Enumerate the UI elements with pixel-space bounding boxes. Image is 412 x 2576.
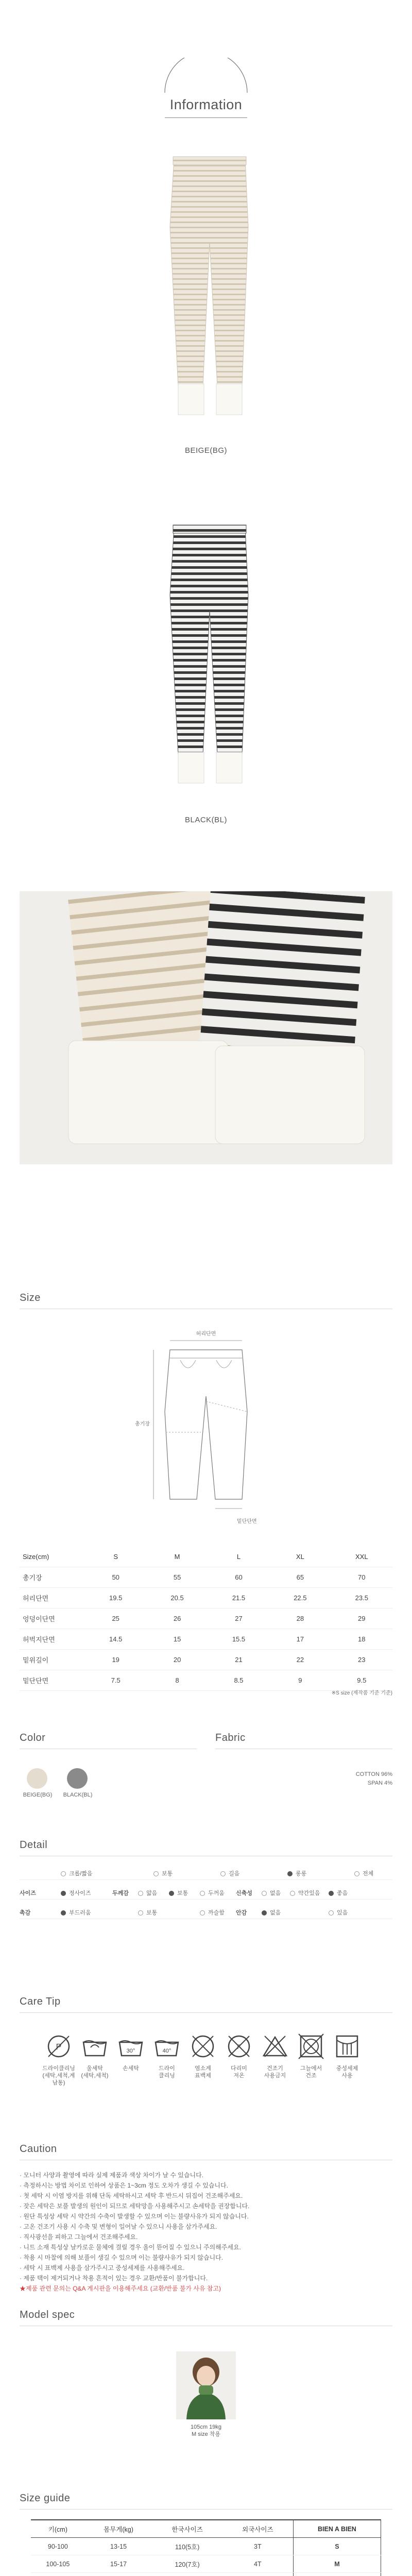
care-label: 드라이클리닝 (세탁,세척,계남통) xyxy=(42,2065,75,2086)
hang-dry-icon xyxy=(297,2032,325,2061)
detail-radio xyxy=(354,1871,359,1876)
fabric-line: COTTON 96% xyxy=(355,1771,392,1777)
dry-clean-icon xyxy=(44,2032,73,2061)
detail-radio-selected xyxy=(262,1910,267,1916)
label-hem: 밑단단면 xyxy=(237,1519,257,1524)
detail-radio-selected xyxy=(61,1910,66,1916)
variant-label-beige: BEIGE(BG) xyxy=(184,446,227,455)
caution-warning: ★제품 관련 문의는 Q&A 게시판을 이용해주세요 (교환/반품 불가 사유 참고) xyxy=(20,2285,221,2292)
detail-section-title: Detail xyxy=(20,1839,48,1851)
color-swatch-black xyxy=(67,1768,88,1789)
table-row: 100-105 15-17 120(7호) 4T M xyxy=(31,2555,381,2573)
wring-icon xyxy=(333,2032,362,2061)
water-30-icon xyxy=(116,2032,145,2061)
fabric-line: SPAN 4% xyxy=(367,1780,392,1786)
svg-text:40°: 40° xyxy=(162,2048,171,2054)
table-row: 허리단면 19.5 20.5 21.5 22.5 23.5 xyxy=(20,1588,392,1608)
size-guide-table xyxy=(31,2519,381,2576)
page-title: Information xyxy=(169,97,243,112)
table-header-row: Size(cm) S M L XL XXL xyxy=(20,1547,392,1567)
label-waist: 허리단면 xyxy=(196,1331,216,1337)
caution-list: · 모니터 사양과 촬영에 따라 실제 제품과 색상 차이가 날 수 있습니다. · 측정하시는 방법 차이로 인하여 상품은 1~3cm 정도 오차가 생길 수 있습니다. · 첫 세탁 시 이염 방지를 위해 단독 세탁하시고 세탁 후 반드시 뒤집어 건조해주세요. · 잦은 세탁은 보풀 발생의 원인이 되므로 세탁망을 사용해주시고 손세탁을 권장합니다. · 원단 특성상 세탁 시 약간의 수축이 발생할 수 있으며 이는 불량사유가 되지 않습니다. · 고온 건조기 사용 시 수축 및 변형이 일어날 수 있으니 사용을 삼가주세요. · 직사광선을 피하고 그늘에서 건조해주세요. · 니트 소재 특성상 날카로운 물체에 걸릴 경우 올이 뜯어질 수 있으니 주의해주세요. · 착용 시 마찰에 의해 보풀이 생길 수 있으며 이는 불량사유가 되지 않습니다. · 세탁 시 표백제 사용을 삼가주시고 중성세제를 사용해주세요. · 제품 택이 제거되거나 착용 흔적이 있는 경우 교환/반품이 불가합니다. ★제품 관련 문의는 Q&A 게시판을 이용해주세요 (교환/반품 불가 사유 참고) xyxy=(20,2170,392,2294)
caution-section-title: Caution xyxy=(20,2143,57,2155)
product-image-beige xyxy=(160,155,258,428)
no-bleach-icon xyxy=(188,2032,217,2061)
detail-radio-selected xyxy=(169,1891,174,1896)
care-label: 울세탁 (세탁,세척) xyxy=(81,2065,109,2079)
detail-radio xyxy=(138,1910,143,1916)
color-swatch-beige xyxy=(27,1768,47,1789)
table-row: 엉덩이단면 25 26 27 28 29 xyxy=(20,1608,392,1629)
model-section-title: Model spec xyxy=(20,2309,75,2320)
svg-text:30°: 30° xyxy=(126,2048,135,2054)
table-row: 90-100 13-15 110(5호) 3T S xyxy=(31,2538,381,2555)
care-label: 중성세제 사용 xyxy=(336,2065,358,2079)
detail-radio xyxy=(153,1871,159,1876)
no-dryer-icon xyxy=(261,2032,289,2061)
detail-radio xyxy=(329,1910,334,1916)
detail-radio xyxy=(262,1891,267,1896)
svg-text:F: F xyxy=(237,2043,241,2050)
care-label: 건조기 사용금지 xyxy=(264,2065,286,2079)
detail-radio-selected xyxy=(287,1871,293,1876)
table-row: 밑단단면 7.5 8 8.5 9 9.5 xyxy=(20,1670,392,1691)
care-label: 그늘에서 건조 xyxy=(300,2065,322,2079)
care-label: 드라이 클리닝 xyxy=(159,2065,175,2079)
table-row: 밑위길이 19 20 21 22 23 xyxy=(20,1650,392,1670)
color-swatch-label: BEIGE(BG) xyxy=(23,1792,53,1798)
care-label: 다리미 저온 xyxy=(231,2065,247,2079)
detail-radio xyxy=(200,1891,205,1896)
product-image-black xyxy=(160,523,258,796)
color-swatch-label: BLACK(BL) xyxy=(63,1792,93,1798)
care-label: 손세탁 xyxy=(123,2065,139,2072)
svg-text:P: P xyxy=(56,2043,62,2052)
iron-low-icon xyxy=(225,2032,253,2061)
information-arch xyxy=(158,58,254,94)
size-diagram xyxy=(124,1329,288,1525)
hand-wash-icon xyxy=(80,2032,109,2061)
fabric-section-title: Fabric xyxy=(215,1732,246,1743)
table-header-row: 키(cm) 몸무게(kg) 한국사이즈 외국사이즈 BIEN A BIEN xyxy=(31,2520,381,2538)
detail-grid: 크롭/짧음 보통 길음 롱롱 전체 사이즈 정사이즈 두께감 얇음 보통 두꺼움 신축성 없음 약간있음 좋음 촉감 부드러움 보통 까슬함 안감 없음 있음 xyxy=(20,1865,392,1942)
detail-radio xyxy=(220,1871,226,1876)
guide-section-title: Size guide xyxy=(20,2493,71,2504)
detail-radio-selected xyxy=(329,1891,334,1896)
fabric-closeup-photo xyxy=(20,891,392,1164)
table-row: 총기장 50 55 60 65 70 xyxy=(20,1567,392,1588)
size-note: ※S size (제작품 기준 기준) xyxy=(331,1690,392,1696)
size-section-title: Size xyxy=(20,1292,41,1303)
label-length: 총기장 xyxy=(135,1421,150,1427)
detail-radio xyxy=(61,1871,66,1876)
detail-radio xyxy=(200,1910,205,1916)
model-photo xyxy=(176,2351,236,2419)
detail-radio-selected xyxy=(61,1891,66,1896)
care-label: 염소계 표백제 xyxy=(195,2065,211,2079)
model-caption: 105cm 19kg M size 착용 xyxy=(191,2424,221,2437)
table-row: 허벅지단면 14.5 15 15.5 17 18 xyxy=(20,1629,392,1650)
water-40-icon xyxy=(152,2032,181,2061)
table-row xyxy=(31,2573,381,2576)
variant-label-black: BLACK(BL) xyxy=(184,816,228,824)
care-section-title: Care Tip xyxy=(20,1996,61,2007)
color-section-title: Color xyxy=(20,1732,46,1743)
detail-radio xyxy=(138,1891,143,1896)
detail-radio xyxy=(290,1891,295,1896)
size-table xyxy=(20,1547,392,1691)
